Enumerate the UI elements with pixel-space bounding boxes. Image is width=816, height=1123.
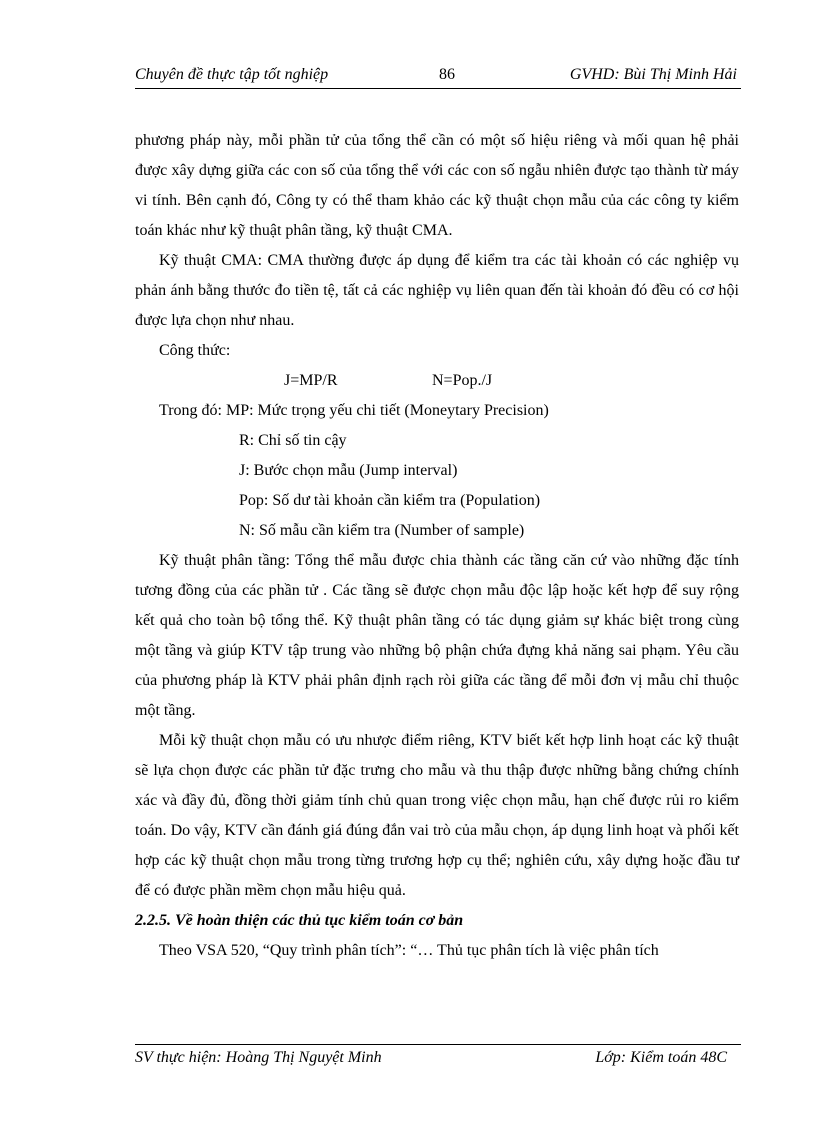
page-header bbox=[135, 64, 741, 89]
formula-label: Công thức: bbox=[159, 342, 231, 359]
definition-j: J: Bước chọn mẫu (Jump interval) bbox=[239, 462, 458, 479]
definition-pop: Pop: Số dư tài khoản cần kiểm tra (Population) bbox=[239, 492, 541, 509]
footer-class: Lớp: Kiểm toán 48C bbox=[595, 1049, 727, 1066]
header-document-title: Chuyên đề thực tập tốt nghiệp bbox=[135, 66, 329, 83]
document-body bbox=[135, 126, 739, 966]
page-footer bbox=[135, 1044, 741, 1071]
paragraph-sampling-combination: Mỗi kỹ thuật chọn mẫu có ưu nhược điểm riêng, KTV biết kết hợp linh hoạt các kỹ thuật sẽ lựa chọn được các phần tử đặc trưng cho mẫu và thu thập được những bằng chứng chính xác và đầy đủ, đồng thời giảm tính chủ quan trong việc chọn mẫu, hạn chế được rủi ro kiểm toán. Do vậy, KTV cần đánh giá đúng đắn vai trò của mẫu chọn, áp dụng linh hoạt và phối kết hợp các kỹ thuật chọn mẫu trong từng trương hợp cụ thể; nghiên cứu, xây dựng hoặc đầu tư để có được phần mềm chọn mẫu hiệu quả. bbox=[135, 732, 739, 899]
header-page-number: 86 bbox=[439, 66, 455, 83]
footer-student-name: SV thực hiện: Hoàng Thị Nguyệt Minh bbox=[135, 1049, 382, 1066]
definition-mp: Trong đó: MP: Mức trọng yếu chi tiết (Moneytary Precision) bbox=[159, 402, 549, 419]
definition-n: N: Số mẫu cần kiểm tra (Number of sample) bbox=[239, 522, 525, 539]
paragraph-vsa-520: Theo VSA 520, “Quy trình phân tích”: “… Thủ tục phân tích là việc phân tích bbox=[159, 942, 659, 959]
paragraph-stratification: Kỹ thuật phân tầng: Tổng thể mẫu được chia thành các tầng căn cứ vào những đặc tính tương đồng của các phần tử . Các tầng sẽ được chọn mẫu độc lập hoặc kết hợp để suy rộng kết quả cho toàn bộ tổng thể. Kỹ thuật phân tầng có tác dụng giảm sự khác biệt trong cùng một tầng và giúp KTV tập trung vào những bộ phận chứa đựng khả năng sai phạm. Yêu cầu của phương pháp là KTV phải phân định rạch ròi giữa các tầng để mỗi đơn vị mẫu chỉ thuộc một tầng. bbox=[135, 552, 739, 719]
section-heading: 2.2.5. Về hoàn thiện các thủ tục kiểm toán cơ bản bbox=[135, 912, 464, 929]
formula-sample-size: N=Pop./J bbox=[432, 372, 493, 389]
paragraph-sampling-intro: phương pháp này, mỗi phần tử của tổng thể cần có một số hiệu riêng và mối quan hệ phải được xây dựng giữa các con số của tổng thể với các con số ngẫu nhiên được tạo thành từ máy vi tính. Bên cạnh đó, Công ty có thể tham khảo các kỹ thuật chọn mẫu của các công ty kiểm toán khác như kỹ thuật phân tầng, kỹ thuật CMA. bbox=[135, 132, 739, 239]
definition-r: R: Chỉ số tin cậy bbox=[239, 432, 347, 449]
paragraph-cma-technique: Kỹ thuật CMA: CMA thường được áp dụng để kiểm tra các tài khoản có các nghiệp vụ phản ánh bằng thước đo tiền tệ, tất cả các nghiệp vụ liên quan đến tài khoản đó đều có cơ hội được lựa chọn như nhau. bbox=[135, 252, 739, 329]
header-supervisor: GVHD: Bùi Thị Minh Hải bbox=[569, 66, 737, 83]
formula-line bbox=[135, 366, 739, 396]
formula-jump-interval: J=MP/R bbox=[284, 372, 338, 389]
